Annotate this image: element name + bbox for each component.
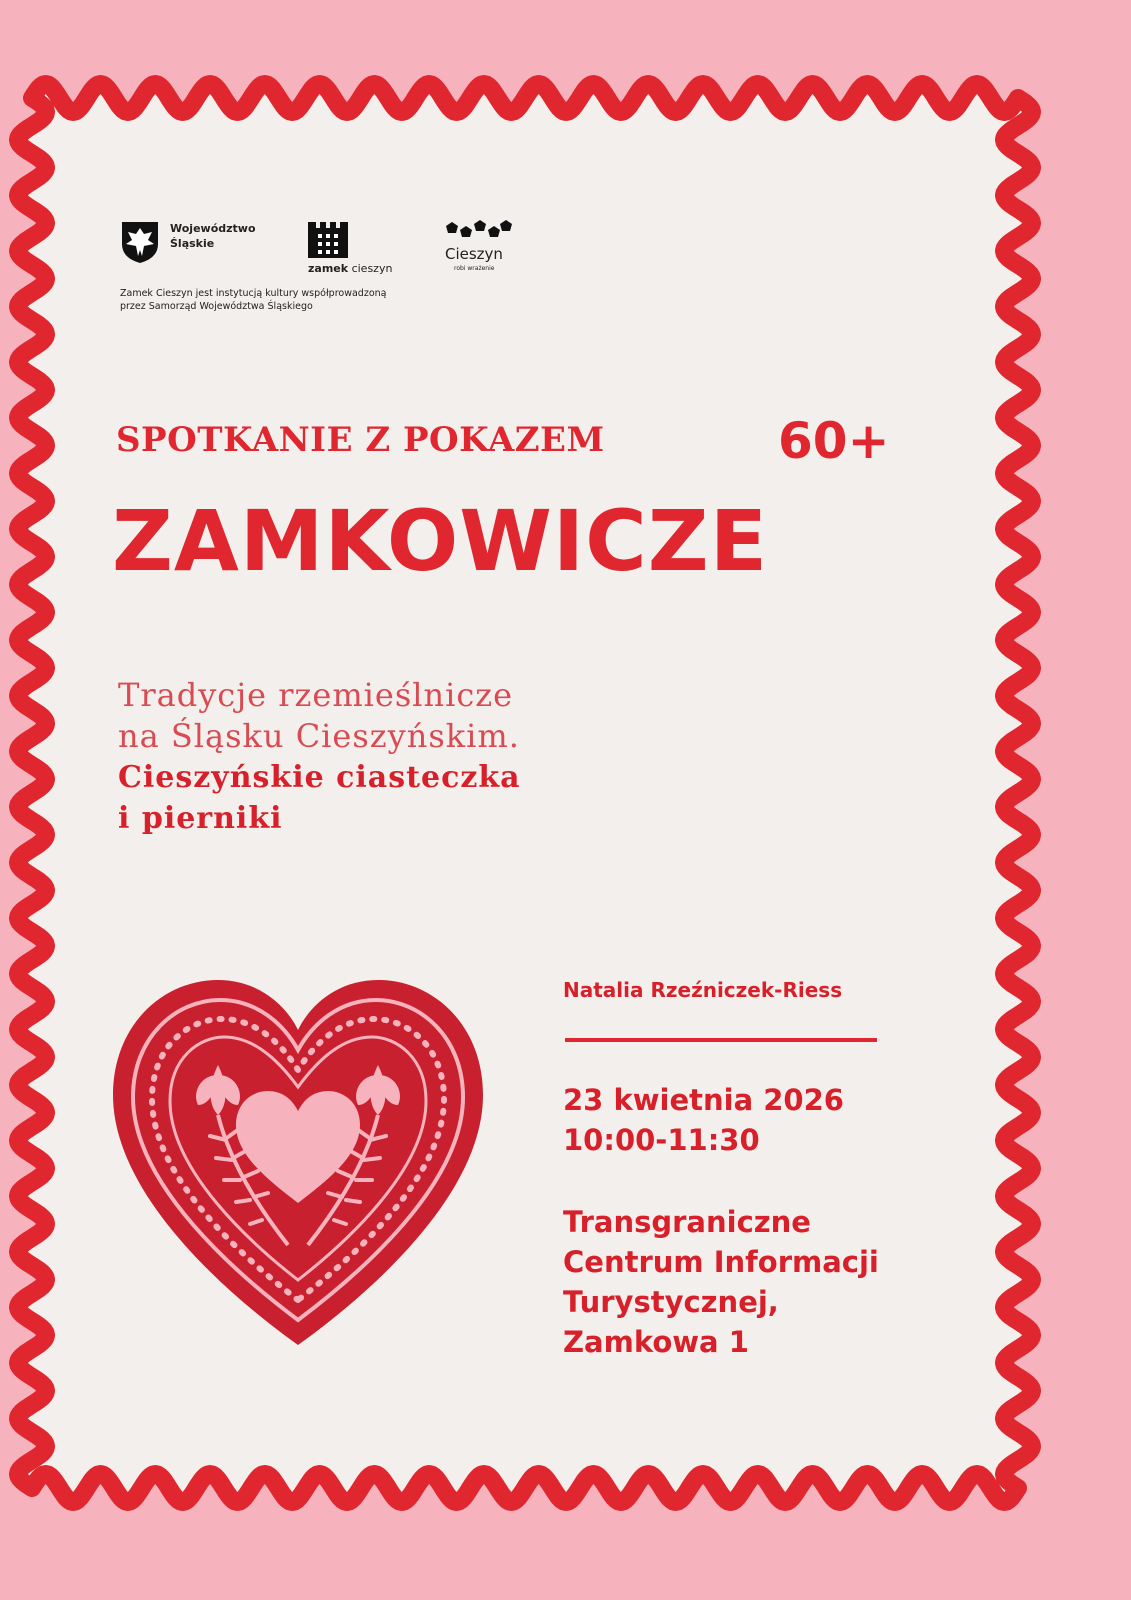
event-kicker: SPOTKANIE Z POKAZEM [116,420,605,460]
location-line3: Turystycznej, [563,1285,779,1319]
event-location [563,1202,879,1362]
event-datetime [563,1080,844,1160]
gingerbread-heart-illustration [108,975,488,1375]
institution-note-line1: Zamek Cieszyn jest instytucją kultury współprowadzoną [120,288,387,299]
cieszyn-tagline: robi wrażenie [454,265,495,272]
logo-zamek-cieszyn [300,218,400,278]
wojewodztwo-line1: Województwo [170,222,256,235]
presenter-divider [565,1038,877,1042]
highlight-line1: Cieszyńskie ciasteczka [118,760,521,795]
highlight-line2: i pierniki [118,801,283,836]
age-badge: 60+ [778,412,890,470]
presenter-name: Natalia Rzeźniczek-Riess [563,978,843,1002]
logo-cieszyn [440,218,520,278]
pentagon-cluster-icon [444,220,514,242]
event-title: ZAMKOWICZE [112,492,769,590]
zamek-regular: cieszyn [351,262,393,275]
cieszyn-name: Cieszyn [445,245,503,263]
institution-note [120,287,386,313]
event-date: 23 kwietnia 2026 [563,1083,844,1117]
subtitle-line2: na Śląsku Cieszyńskim. [118,717,520,755]
location-line4: Zamkowa 1 [563,1325,749,1359]
subtitle-line1: Tradycje rzemieślnicze [118,676,514,714]
eagle-crest-icon [120,220,160,264]
event-subtitle [118,675,521,839]
zamek-bold: zamek [308,262,349,275]
institution-note-line2: przez Samorząd Województwa Śląskiego [120,301,313,312]
location-line1: Transgraniczne [563,1205,811,1239]
castle-tower-icon [308,222,348,258]
location-line2: Centrum Informacji [563,1245,879,1279]
wojewodztwo-line2: Śląskie [170,237,215,250]
logo-wojewodztwo [120,220,260,270]
event-time: 10:00-11:30 [563,1123,760,1157]
